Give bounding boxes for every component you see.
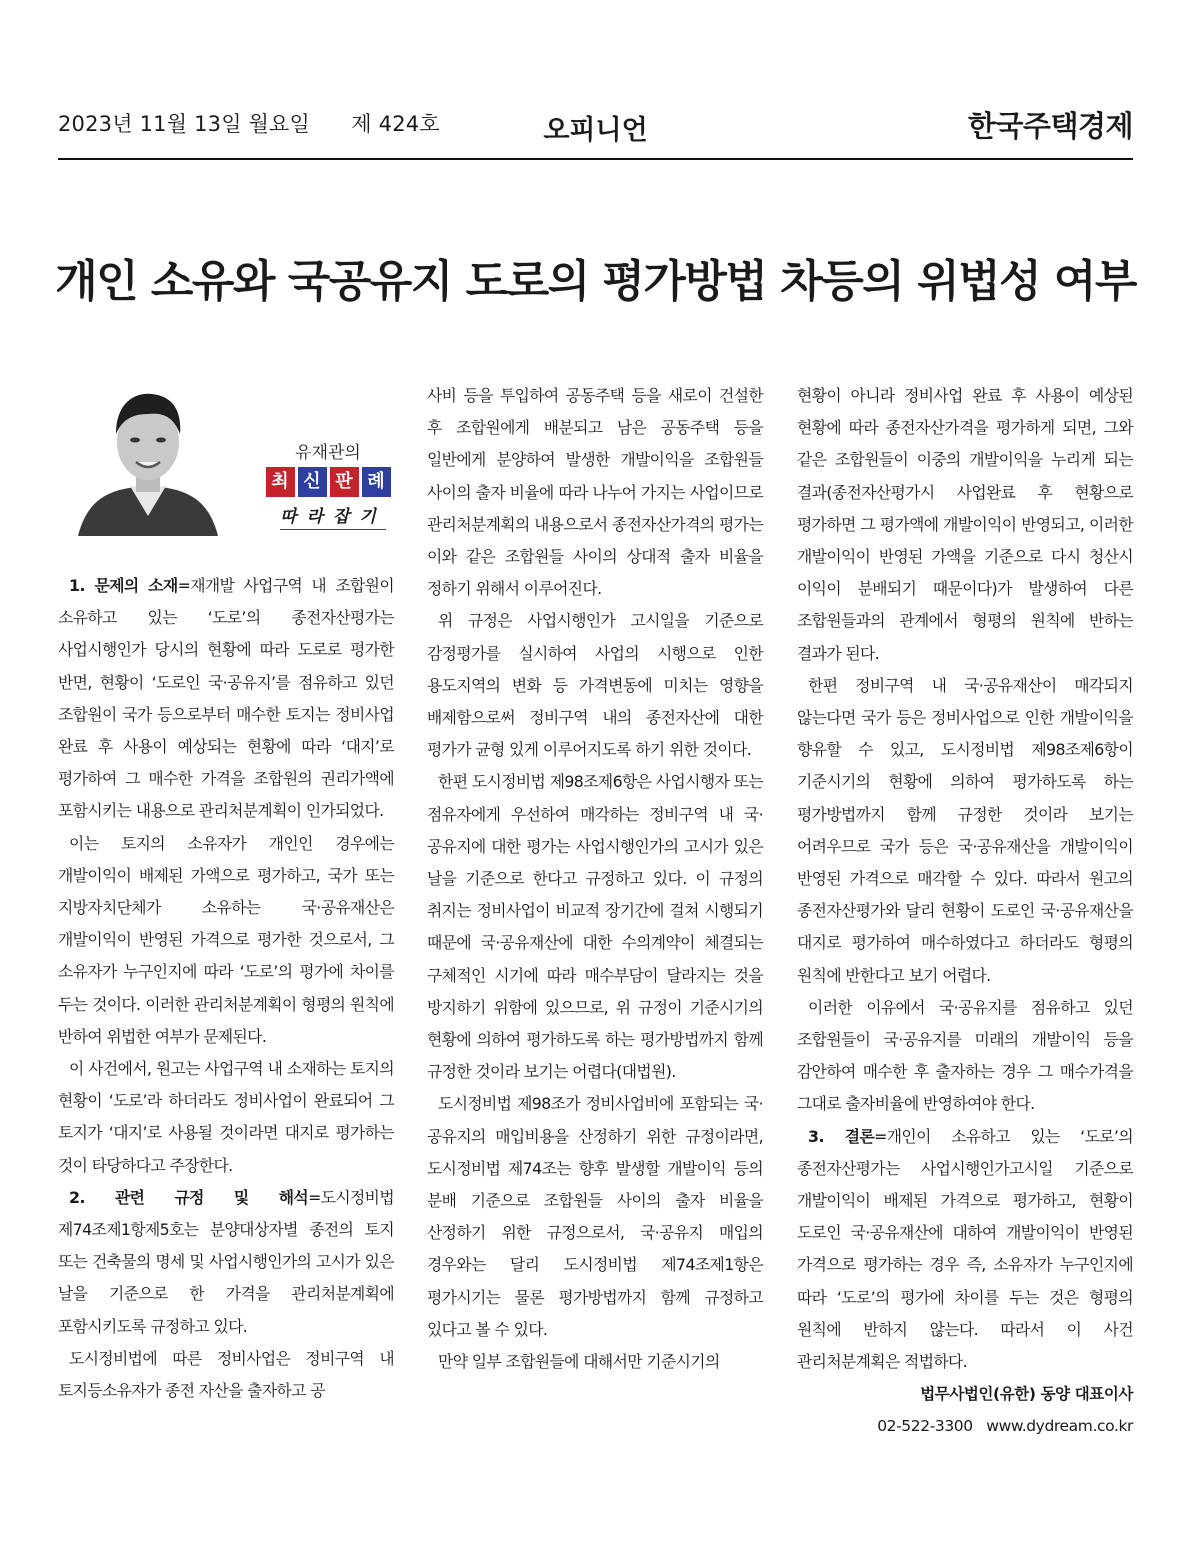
column-title-tile: 판 xyxy=(330,467,359,497)
article-paragraph xyxy=(427,605,763,766)
column-title-tile: 례 xyxy=(362,467,391,497)
paragraph-text: 이러한 이유에서 국·공유지를 점유하고 있던 조합원들이 국·공유지를 미래의 개발이익 등을 감안하여 매수한 후 출자하는 경우 그 매수가격을 그대로 출자비율에 반영하여야 한다. xyxy=(797,997,1133,1114)
paragraph-text: =개인이 소유하고 있는 ‘도로’의 종전자산평가는 사업시행인가고시일 기준으로 개발이익이 배제된 가격으로 평가하고, 현황이 도로인 국·공유재산에 대하여 개발이익이 반영된 가격으로 평가하는 경우 즉, 소유자가 누구인지에 따라 ‘도로’의 평가에 차이를 두는 것은 형평의 원칙에 반하지 않는다. 따라서 이 사건 관리처분계획은 적법하다. xyxy=(797,1126,1133,1372)
section-heading: 2. 관련 규정 및 해석 xyxy=(69,1187,309,1207)
article-paragraph xyxy=(427,766,763,1088)
article-paragraph xyxy=(58,828,394,1053)
paragraph-text: 도시정비법 제98조가 정비사업비에 포함되는 국·공유지의 매입비용을 산정하기 위한 규정이라면, 도시정비법 제74조는 향후 발생할 개발이익 등의 분배 기준으로 조합원들 사이의 출자 비율을 산정하기 위한 규정으로서, 국·공유지 매입의 경우와는 달리 도시정비법 제74조제1항은 평가시기는 물론 평가방법까지 함께 규정하고 있다고 볼 수 있다. xyxy=(427,1094,763,1339)
paragraph-text: 이 사건에서, 원고는 사업구역 내 소재하는 토지의 현황이 ‘도로’라 하더라도 정비사업이 완료되어 그 토지가 ‘대지’로 사용될 것이라면 대지로 평가하는 것이 타당하다고 주장한다. xyxy=(58,1059,394,1175)
paragraph-text: 이는 토지의 소유자가 개인인 경우에는 개발이익이 배제된 가액으로 평가하고, 국가 또는 지방자치단체가 소유하는 국·공유재산은 개발이익이 반영된 가격으로 평가한 것으로서, 그 소유자가 누구인지에 따라 ‘도로’의 평가에 차이를 두는 것이다. 이러한 관리처분계획이 형평의 원칙에 반하여 위법한 여부가 문제된다. xyxy=(58,833,394,1046)
author-firm: 법무사법인(유한) 동양 대표이사 xyxy=(920,1385,1133,1404)
column-title-tile: 신 xyxy=(298,467,327,497)
paragraph-text: =재개발 사업구역 내 조합원이 소유하고 있는 ‘도로’의 종전자산평가는 사업시행인가 당시의 현황에 따라 도로로 평가한 반면, 현황이 ‘도로인 국·공유지’를 점유하고 있던 조합원이 국가 등으로부터 매수한 토지는 정비사업 완료 후 사용이 예상되는 현황에 따라 ‘대지’로 평가하여 그 매수한 가격을 조합원의 권리가액에 포함시키는 내용으로 관리처분계획이 인가되었다. xyxy=(58,576,394,821)
article-paragraph xyxy=(427,1088,763,1346)
section-heading: 1. 문제의 소재 xyxy=(69,576,178,595)
author-contact: 02-522-3300 www.dydream.co.kr xyxy=(877,1417,1133,1436)
column-title-tile: 최 xyxy=(266,467,295,497)
author-name: 유재관의 xyxy=(295,443,361,463)
newspaper-name: 한국주택경제 xyxy=(967,109,1133,143)
section-title: 오피니언 xyxy=(543,115,648,146)
paragraph-text: 한편 정비구역 내 국·공유재산이 매각되지 않는다면 국가 등은 정비사업으로 인한 개발이익을 향유할 수 있고, 도시정비법 제98조제6항이 기준시기의 현황에 의하여 평가하도록 하는 평가방법까지 함께 규정한 것이라 보기는 어려우므로 국가 등은 국·공유재산을 개발이익이 반영된 가격으로 매각할 수 있다. 따라서 원고의 종전자산평가와 달리 현황이 도로인 국·공유재산을 대지로 평가하여 매수하였다고 하더라도 형평의 원칙에 반한다고 보기 어렵다. xyxy=(797,675,1133,985)
article-paragraph xyxy=(797,670,1133,992)
section-heading: 3. 결론 xyxy=(808,1126,875,1146)
article-paragraph xyxy=(427,1346,763,1378)
article-column-3 xyxy=(797,380,1133,1442)
paragraph-text: 한편 도시정비법 제98조제6항은 사업시행자 또는 점유자에게 우선하여 매각하는 정비구역 내 국·공유지에 대한 평가는 사업시행인가의 고시가 있은 날을 기준으로 한다고 규정하고 있다. 이 규정의 취지는 정비사업이 비교적 장기간에 걸쳐 시행되기 때문에 국·공유재산에 대한 수의계약이 체결되는 구체적인 시기에 따라 매수부담이 달라지는 것을 방지하기 위함에 있으므로, 위 규정이 기준시기의 현황에 의하여 평가하도록 하는 평가방법까지 함께 규정한 것이라 보기는 어렵다(대법원). xyxy=(427,772,763,1082)
author-signature xyxy=(797,1378,1133,1442)
article-paragraph xyxy=(797,992,1133,1121)
paragraph-text: 위 규정은 사업시행인가 고시일을 기준으로 감정평가를 실시하여 사업의 시행으로 인한 용도지역의 변화 등 가격변동에 미치는 영향을 배제함으로써 정비구역 내의 종전자산에 대한 평가가 균형 있게 이루어지도록 하기 위한 것이다. xyxy=(427,611,763,760)
article-paragraph xyxy=(58,570,394,828)
column-subtitle: 따라잡기 xyxy=(280,502,386,530)
issue-date: 2023년 11월 13일 월요일 제 424호 xyxy=(58,112,440,136)
paragraph-text: 도시정비법에 따른 정비사업은 정비구역 내 토지등소유자가 종전 자산을 출자하고 공 xyxy=(58,1348,394,1401)
article-paragraph xyxy=(58,1343,394,1407)
paragraph-text: =도시정비법 제74조제1항제5호는 분양대상자별 종전의 토지 또는 건축물의 명세 및 사업시행인가의 고시가 있은 날을 기준으로 한 가격을 관리처분계획에 포함시키도록 규정하고 있다. xyxy=(58,1187,394,1336)
paragraph-text: 만약 일부 조합원들에 대해서만 기준시기의 xyxy=(438,1352,720,1372)
article-paragraph xyxy=(797,380,1133,670)
article-paragraph xyxy=(797,1121,1133,1379)
article-paragraph xyxy=(58,1053,394,1182)
masthead xyxy=(58,100,1133,160)
article-paragraph xyxy=(427,380,763,605)
paragraph-text: 현황이 아니라 정비사업 완료 후 사용이 예상된 현황에 따라 종전자산가격을 평가하게 되면, 그와 같은 조합원들이 이중의 개발이익을 누리게 되는 결과(종전자산평가시 사업완료 후 현황으로 평가하면 그 평가액에 개발이익이 반영되고, 이러한 개발이익이 반영된 가액을 기준으로 다시 청산시 이익이 분배되기 때문이다)가 발생하여 다른 조합원들과의 관계에서 형평의 원칙에 반하는 결과가 된다. xyxy=(797,386,1133,663)
paragraph-text: 사비 등을 투입하여 공동주택 등을 새로이 건설한 후 조합원에게 배분되고 남은 공동주택 등을 일반에게 분양하여 발생한 개발이익을 조합원들 사이의 출자 비율에 따라 나누어 가지는 사업이므로 관리처분계획의 내용으로서 종전자산가격의 평가는 이와 같은 조합원들 사이의 상대적 출자 비율을 정하기 위해서 이루어진다. xyxy=(427,386,763,599)
article-column-1 xyxy=(58,368,394,1407)
article-column-2 xyxy=(427,380,763,1378)
article-headline: 개인 소유와 국공유지 도로의 평가방법 차등의 위법성 여부 xyxy=(55,256,1136,307)
article-paragraph xyxy=(58,1182,394,1343)
